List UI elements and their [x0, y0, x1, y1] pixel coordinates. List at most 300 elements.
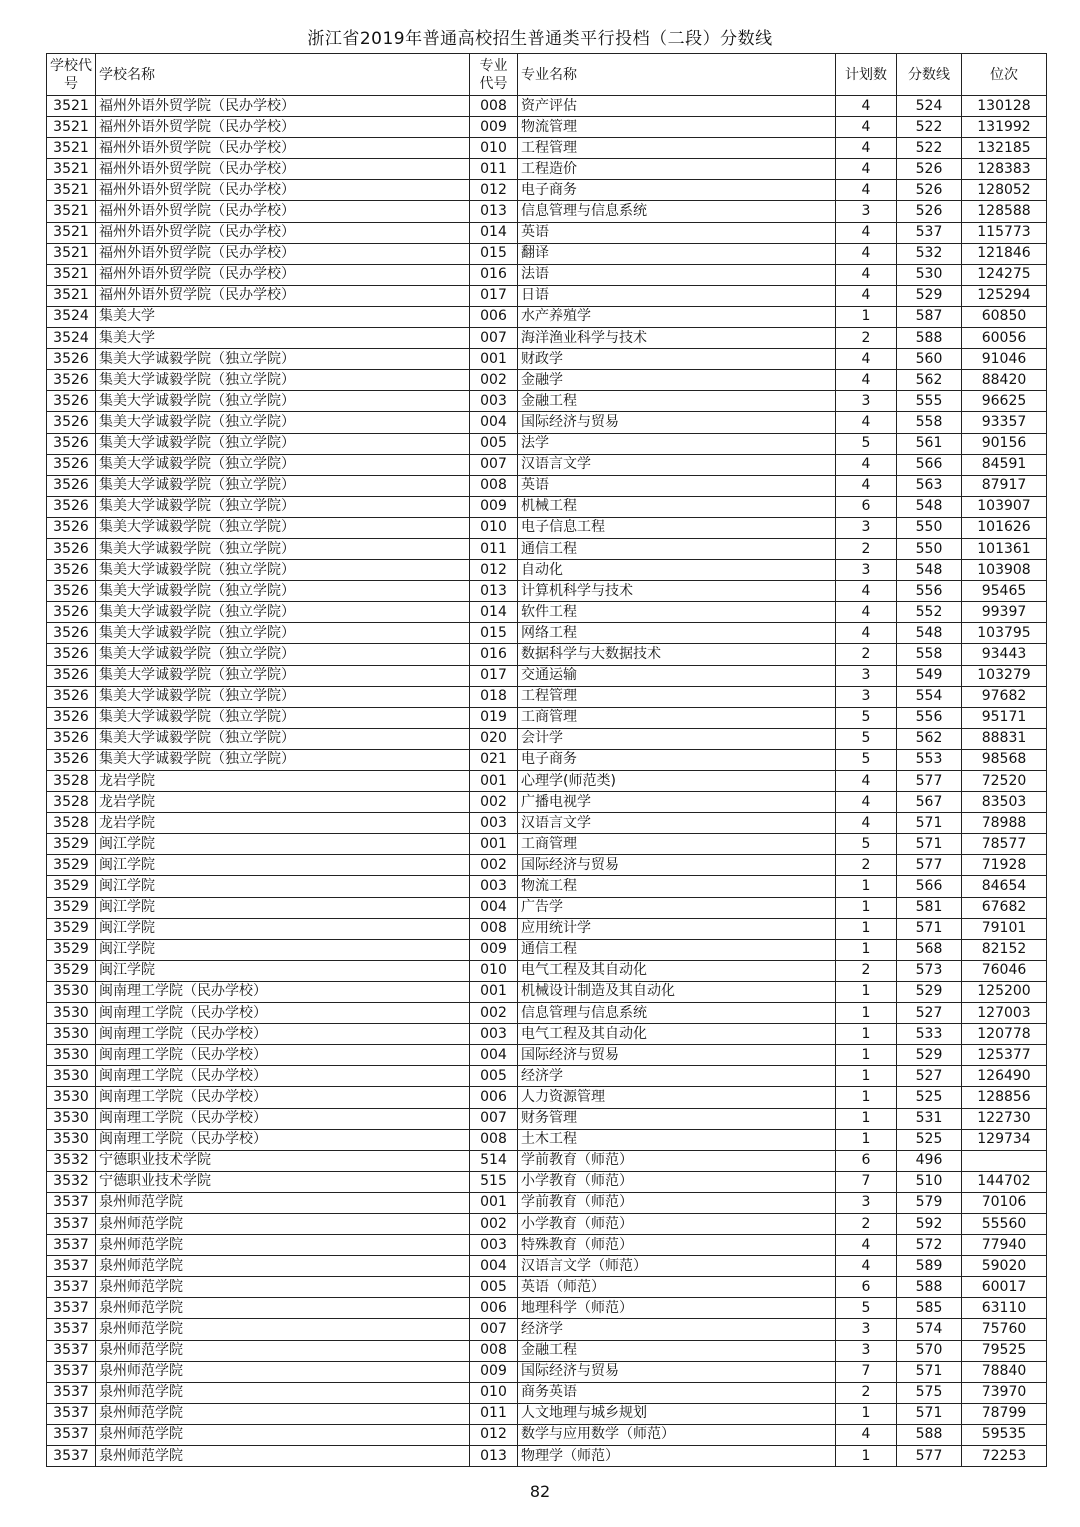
- major-name-cell: 经济学: [518, 1066, 836, 1087]
- rank-cell: 95171: [962, 707, 1047, 728]
- score-cell: 550: [897, 538, 962, 559]
- school-name-cell: 福州外语外贸学院（民办学校）: [96, 285, 470, 306]
- major-code-cell: 004: [470, 1045, 518, 1066]
- school-name-cell: 闽南理工学院（民办学校）: [96, 1129, 470, 1150]
- school-code-cell: 3537: [47, 1235, 96, 1256]
- plan-cell: 4: [836, 222, 897, 243]
- plan-cell: 4: [836, 1424, 897, 1445]
- table-row: [47, 222, 1047, 243]
- major-name-cell: 工商管理: [518, 834, 836, 855]
- major-code-cell: 016: [470, 264, 518, 285]
- header-school-code: 学校代号: [47, 54, 96, 96]
- score-cell: 522: [897, 117, 962, 138]
- major-code-cell: 005: [470, 1066, 518, 1087]
- table-row: [47, 517, 1047, 538]
- plan-cell: 2: [836, 1213, 897, 1234]
- table-row: [47, 1150, 1047, 1171]
- major-name-cell: 电子商务: [518, 180, 836, 201]
- school-name-cell: 泉州师范学院: [96, 1235, 470, 1256]
- school-name-cell: 集美大学诚毅学院（独立学院）: [96, 749, 470, 770]
- major-code-cell: 004: [470, 1256, 518, 1277]
- major-name-cell: 学前教育（师范）: [518, 1192, 836, 1213]
- school-name-cell: 龙岩学院: [96, 771, 470, 792]
- table-header-row: [47, 54, 1047, 96]
- score-cell: 553: [897, 749, 962, 770]
- rank-cell: 101361: [962, 538, 1047, 559]
- major-code-cell: 011: [470, 1403, 518, 1424]
- major-name-cell: 应用统计学: [518, 918, 836, 939]
- score-cell: 560: [897, 349, 962, 370]
- plan-cell: 4: [836, 792, 897, 813]
- major-code-cell: 003: [470, 813, 518, 834]
- table-row: [47, 1108, 1047, 1129]
- school-code-cell: 3532: [47, 1171, 96, 1192]
- major-name-cell: 软件工程: [518, 602, 836, 623]
- plan-cell: 1: [836, 1024, 897, 1045]
- plan-cell: 3: [836, 686, 897, 707]
- table-row: [47, 1319, 1047, 1340]
- school-code-cell: 3529: [47, 918, 96, 939]
- plan-cell: 6: [836, 1277, 897, 1298]
- rank-cell: 78577: [962, 834, 1047, 855]
- table-row: [47, 960, 1047, 981]
- major-code-cell: 012: [470, 1424, 518, 1445]
- school-code-cell: 3530: [47, 1087, 96, 1108]
- rank-cell: 95465: [962, 581, 1047, 602]
- school-name-cell: 集美大学诚毅学院（独立学院）: [96, 707, 470, 728]
- major-code-cell: 016: [470, 644, 518, 665]
- major-name-cell: 自动化: [518, 560, 836, 581]
- major-name-cell: 国际经济与贸易: [518, 1361, 836, 1382]
- major-name-cell: 工程造价: [518, 159, 836, 180]
- school-name-cell: 闽江学院: [96, 876, 470, 897]
- score-cell: 525: [897, 1087, 962, 1108]
- table-row: [47, 96, 1047, 117]
- rank-cell: 84591: [962, 454, 1047, 475]
- plan-cell: 3: [836, 1340, 897, 1361]
- table-row: [47, 370, 1047, 391]
- school-code-cell: 3526: [47, 496, 96, 517]
- school-code-cell: 3526: [47, 391, 96, 412]
- major-name-cell: 物流管理: [518, 117, 836, 138]
- major-code-cell: 515: [470, 1171, 518, 1192]
- school-code-cell: 3537: [47, 1298, 96, 1319]
- major-name-cell: 电子信息工程: [518, 517, 836, 538]
- school-code-cell: 3526: [47, 665, 96, 686]
- plan-cell: 3: [836, 665, 897, 686]
- rank-cell: 91046: [962, 349, 1047, 370]
- school-code-cell: 3526: [47, 475, 96, 496]
- major-code-cell: 015: [470, 243, 518, 264]
- score-cell: 566: [897, 876, 962, 897]
- school-name-cell: 泉州师范学院: [96, 1361, 470, 1382]
- plan-cell: 4: [836, 454, 897, 475]
- major-name-cell: 人文地理与城乡规划: [518, 1403, 836, 1424]
- school-code-cell: 3521: [47, 180, 96, 201]
- major-name-cell: 通信工程: [518, 538, 836, 559]
- school-code-cell: 3537: [47, 1319, 96, 1340]
- rank-cell: 120778: [962, 1024, 1047, 1045]
- major-code-cell: 012: [470, 560, 518, 581]
- score-cell: 529: [897, 981, 962, 1002]
- score-cell: 588: [897, 1277, 962, 1298]
- major-code-cell: 017: [470, 285, 518, 306]
- table-row: [47, 138, 1047, 159]
- rank-cell: 128588: [962, 201, 1047, 222]
- score-cell: 554: [897, 686, 962, 707]
- school-name-cell: 集美大学: [96, 328, 470, 349]
- table-row: [47, 1213, 1047, 1234]
- major-name-cell: 通信工程: [518, 939, 836, 960]
- school-code-cell: 3526: [47, 370, 96, 391]
- major-name-cell: 数学与应用数学（师范）: [518, 1424, 836, 1445]
- major-code-cell: 001: [470, 349, 518, 370]
- plan-cell: 5: [836, 749, 897, 770]
- major-code-cell: 011: [470, 538, 518, 559]
- score-cell: 496: [897, 1150, 962, 1171]
- rank-cell: 124275: [962, 264, 1047, 285]
- score-cell: 532: [897, 243, 962, 264]
- rank-cell: 144702: [962, 1171, 1047, 1192]
- rank-cell: 77940: [962, 1235, 1047, 1256]
- rank-cell: 76046: [962, 960, 1047, 981]
- school-name-cell: 闽南理工学院（民办学校）: [96, 1066, 470, 1087]
- major-name-cell: 英语: [518, 222, 836, 243]
- school-name-cell: 集美大学诚毅学院（独立学院）: [96, 391, 470, 412]
- table-row: [47, 1235, 1047, 1256]
- score-cell: 587: [897, 306, 962, 327]
- score-cell: 581: [897, 897, 962, 918]
- plan-cell: 4: [836, 581, 897, 602]
- major-code-cell: 008: [470, 1129, 518, 1150]
- rank-cell: 72520: [962, 771, 1047, 792]
- score-cell: 558: [897, 644, 962, 665]
- rank-cell: 128856: [962, 1087, 1047, 1108]
- plan-cell: 3: [836, 1319, 897, 1340]
- school-name-cell: 福州外语外贸学院（民办学校）: [96, 96, 470, 117]
- major-name-cell: 电气工程及其自动化: [518, 960, 836, 981]
- table-row: [47, 391, 1047, 412]
- school-name-cell: 泉州师范学院: [96, 1213, 470, 1234]
- table-row: [47, 243, 1047, 264]
- table-row: [47, 349, 1047, 370]
- school-name-cell: 闽江学院: [96, 960, 470, 981]
- plan-cell: 1: [836, 876, 897, 897]
- major-code-cell: 003: [470, 876, 518, 897]
- school-code-cell: 3537: [47, 1424, 96, 1445]
- major-code-cell: 019: [470, 707, 518, 728]
- major-name-cell: 数据科学与大数据技术: [518, 644, 836, 665]
- major-name-cell: 计算机科学与技术: [518, 581, 836, 602]
- major-code-cell: 005: [470, 1277, 518, 1298]
- school-name-cell: 闽南理工学院（民办学校）: [96, 1087, 470, 1108]
- score-cell: 571: [897, 834, 962, 855]
- major-code-cell: 020: [470, 728, 518, 749]
- major-name-cell: 信息管理与信息系统: [518, 1003, 836, 1024]
- rank-cell: 88420: [962, 370, 1047, 391]
- rank-cell: 83503: [962, 792, 1047, 813]
- school-name-cell: 集美大学诚毅学院（独立学院）: [96, 623, 470, 644]
- school-code-cell: 3526: [47, 581, 96, 602]
- major-code-cell: 001: [470, 1192, 518, 1213]
- school-code-cell: 3526: [47, 454, 96, 475]
- table-row: [47, 538, 1047, 559]
- rank-cell: 103907: [962, 496, 1047, 517]
- plan-cell: 2: [836, 644, 897, 665]
- major-name-cell: 国际经济与贸易: [518, 855, 836, 876]
- school-name-cell: 泉州师范学院: [96, 1277, 470, 1298]
- school-name-cell: 闽江学院: [96, 897, 470, 918]
- plan-cell: 7: [836, 1361, 897, 1382]
- school-name-cell: 福州外语外贸学院（民办学校）: [96, 138, 470, 159]
- rank-cell: 93357: [962, 412, 1047, 433]
- rank-cell: 103279: [962, 665, 1047, 686]
- rank-cell: 71928: [962, 855, 1047, 876]
- school-code-cell: 3521: [47, 159, 96, 180]
- major-code-cell: 006: [470, 306, 518, 327]
- score-cell: 529: [897, 1045, 962, 1066]
- plan-cell: 7: [836, 1171, 897, 1192]
- score-cell: 573: [897, 960, 962, 981]
- plan-cell: 4: [836, 159, 897, 180]
- rank-cell: 78799: [962, 1403, 1047, 1424]
- plan-cell: 4: [836, 1235, 897, 1256]
- school-name-cell: 闽南理工学院（民办学校）: [96, 1024, 470, 1045]
- school-name-cell: 泉州师范学院: [96, 1298, 470, 1319]
- major-code-cell: 001: [470, 771, 518, 792]
- score-cell: 571: [897, 1361, 962, 1382]
- rank-cell: 67682: [962, 897, 1047, 918]
- school-code-cell: 3524: [47, 328, 96, 349]
- plan-cell: 2: [836, 538, 897, 559]
- major-name-cell: 日语: [518, 285, 836, 306]
- major-code-cell: 006: [470, 1087, 518, 1108]
- plan-cell: 3: [836, 560, 897, 581]
- plan-cell: 4: [836, 138, 897, 159]
- rank-cell: 93443: [962, 644, 1047, 665]
- major-code-cell: 013: [470, 201, 518, 222]
- school-name-cell: 福州外语外贸学院（民办学校）: [96, 201, 470, 222]
- school-name-cell: 宁德职业技术学院: [96, 1150, 470, 1171]
- plan-cell: 1: [836, 981, 897, 1002]
- school-name-cell: 宁德职业技术学院: [96, 1171, 470, 1192]
- school-code-cell: 3521: [47, 222, 96, 243]
- major-code-cell: 008: [470, 918, 518, 939]
- plan-cell: 5: [836, 707, 897, 728]
- school-code-cell: 3526: [47, 623, 96, 644]
- school-name-cell: 闽南理工学院（民办学校）: [96, 1045, 470, 1066]
- school-code-cell: 3530: [47, 1024, 96, 1045]
- major-name-cell: 翻译: [518, 243, 836, 264]
- major-name-cell: 网络工程: [518, 623, 836, 644]
- plan-cell: 1: [836, 1087, 897, 1108]
- table-row: [47, 623, 1047, 644]
- plan-cell: 4: [836, 285, 897, 306]
- plan-cell: 5: [836, 834, 897, 855]
- table-row: [47, 1361, 1047, 1382]
- score-cell: 510: [897, 1171, 962, 1192]
- rank-cell: 126490: [962, 1066, 1047, 1087]
- major-code-cell: 005: [470, 433, 518, 454]
- school-code-cell: 3529: [47, 939, 96, 960]
- score-cell: 549: [897, 665, 962, 686]
- school-code-cell: 3526: [47, 749, 96, 770]
- table-row: [47, 433, 1047, 454]
- school-name-cell: 集美大学诚毅学院（独立学院）: [96, 517, 470, 538]
- school-code-cell: 3529: [47, 855, 96, 876]
- plan-cell: 2: [836, 328, 897, 349]
- table-row: [47, 876, 1047, 897]
- school-name-cell: 闽江学院: [96, 939, 470, 960]
- score-cell: 568: [897, 939, 962, 960]
- school-name-cell: 龙岩学院: [96, 792, 470, 813]
- page-number: 82: [529, 1482, 551, 1501]
- rank-cell: 96625: [962, 391, 1047, 412]
- score-cell: 588: [897, 1424, 962, 1445]
- plan-cell: 4: [836, 771, 897, 792]
- school-name-cell: 福州外语外贸学院（民办学校）: [96, 264, 470, 285]
- plan-cell: 5: [836, 1298, 897, 1319]
- school-code-cell: 3537: [47, 1277, 96, 1298]
- plan-cell: 4: [836, 1256, 897, 1277]
- score-cell: 552: [897, 602, 962, 623]
- major-code-cell: 008: [470, 475, 518, 496]
- rank-cell: 59020: [962, 1256, 1047, 1277]
- header-major-code: 专业代号: [470, 54, 518, 96]
- table-row: [47, 1382, 1047, 1403]
- school-code-cell: 3537: [47, 1382, 96, 1403]
- school-name-cell: 集美大学诚毅学院（独立学院）: [96, 412, 470, 433]
- school-code-cell: 3526: [47, 517, 96, 538]
- school-name-cell: 泉州师范学院: [96, 1256, 470, 1277]
- score-cell: 558: [897, 412, 962, 433]
- plan-cell: 4: [836, 412, 897, 433]
- table-row: [47, 602, 1047, 623]
- table-row: [47, 581, 1047, 602]
- table-row: [47, 707, 1047, 728]
- table-row: [47, 1192, 1047, 1213]
- school-name-cell: 集美大学诚毅学院（独立学院）: [96, 496, 470, 517]
- table-row: [47, 1066, 1047, 1087]
- score-cell: 562: [897, 728, 962, 749]
- major-name-cell: 电子商务: [518, 749, 836, 770]
- school-code-cell: 3530: [47, 1045, 96, 1066]
- school-code-cell: 3526: [47, 560, 96, 581]
- table-row: [47, 834, 1047, 855]
- major-name-cell: 英语（师范）: [518, 1277, 836, 1298]
- rank-cell: 128383: [962, 159, 1047, 180]
- school-code-cell: 3529: [47, 897, 96, 918]
- school-code-cell: 3537: [47, 1361, 96, 1382]
- major-code-cell: 015: [470, 623, 518, 644]
- header-plan: 计划数: [836, 54, 897, 96]
- school-name-cell: 泉州师范学院: [96, 1192, 470, 1213]
- plan-cell: 4: [836, 475, 897, 496]
- score-cell: 527: [897, 1066, 962, 1087]
- plan-cell: 4: [836, 813, 897, 834]
- plan-cell: 3: [836, 201, 897, 222]
- table-row: [47, 1171, 1047, 1192]
- major-code-cell: 002: [470, 1003, 518, 1024]
- school-name-cell: 闽南理工学院（民办学校）: [96, 1003, 470, 1024]
- rank-cell: 87917: [962, 475, 1047, 496]
- table-row: [47, 855, 1047, 876]
- rank-cell: 125200: [962, 981, 1047, 1002]
- plan-cell: 4: [836, 117, 897, 138]
- school-name-cell: 闽江学院: [96, 834, 470, 855]
- table-row: [47, 560, 1047, 581]
- rank-cell: 70106: [962, 1192, 1047, 1213]
- plan-cell: 3: [836, 517, 897, 538]
- rank-cell: 90156: [962, 433, 1047, 454]
- plan-cell: 2: [836, 855, 897, 876]
- school-code-cell: 3521: [47, 96, 96, 117]
- major-code-cell: 013: [470, 1446, 518, 1467]
- school-name-cell: 闽南理工学院（民办学校）: [96, 1108, 470, 1129]
- plan-cell: 3: [836, 1192, 897, 1213]
- major-name-cell: 财政学: [518, 349, 836, 370]
- rank-cell: 121846: [962, 243, 1047, 264]
- major-code-cell: 009: [470, 496, 518, 517]
- table-row: [47, 792, 1047, 813]
- table-row: [47, 1045, 1047, 1066]
- major-code-cell: 021: [470, 749, 518, 770]
- score-cell: 575: [897, 1382, 962, 1403]
- rank-cell: 75760: [962, 1319, 1047, 1340]
- school-name-cell: 福州外语外贸学院（民办学校）: [96, 159, 470, 180]
- score-cell: 567: [897, 792, 962, 813]
- rank-cell: 101626: [962, 517, 1047, 538]
- major-name-cell: 财务管理: [518, 1108, 836, 1129]
- major-code-cell: 013: [470, 581, 518, 602]
- score-cell: 574: [897, 1319, 962, 1340]
- school-code-cell: 3528: [47, 771, 96, 792]
- score-cell: 577: [897, 855, 962, 876]
- school-name-cell: 集美大学: [96, 306, 470, 327]
- school-code-cell: 3537: [47, 1446, 96, 1467]
- major-code-cell: 009: [470, 1361, 518, 1382]
- school-name-cell: 集美大学诚毅学院（独立学院）: [96, 644, 470, 665]
- school-code-cell: 3526: [47, 644, 96, 665]
- score-cell: 563: [897, 475, 962, 496]
- rank-cell: 98568: [962, 749, 1047, 770]
- rank-cell: 73970: [962, 1382, 1047, 1403]
- major-code-cell: 002: [470, 792, 518, 813]
- school-name-cell: 泉州师范学院: [96, 1424, 470, 1445]
- major-code-cell: 006: [470, 1298, 518, 1319]
- major-code-cell: 017: [470, 665, 518, 686]
- major-code-cell: 009: [470, 117, 518, 138]
- school-name-cell: 集美大学诚毅学院（独立学院）: [96, 581, 470, 602]
- school-code-cell: 3530: [47, 1066, 96, 1087]
- table-row: [47, 496, 1047, 517]
- plan-cell: 1: [836, 1446, 897, 1467]
- school-name-cell: 集美大学诚毅学院（独立学院）: [96, 475, 470, 496]
- major-code-cell: 003: [470, 1235, 518, 1256]
- admission-score-table: [46, 53, 1047, 1467]
- score-cell: 548: [897, 496, 962, 517]
- plan-cell: 2: [836, 960, 897, 981]
- school-name-cell: 福州外语外贸学院（民办学校）: [96, 243, 470, 264]
- rank-cell: 99397: [962, 602, 1047, 623]
- school-name-cell: 集美大学诚毅学院（独立学院）: [96, 686, 470, 707]
- score-cell: 562: [897, 370, 962, 391]
- rank-cell: 128052: [962, 180, 1047, 201]
- school-code-cell: 3537: [47, 1403, 96, 1424]
- score-cell: 537: [897, 222, 962, 243]
- school-code-cell: 3528: [47, 792, 96, 813]
- major-name-cell: 国际经济与贸易: [518, 1045, 836, 1066]
